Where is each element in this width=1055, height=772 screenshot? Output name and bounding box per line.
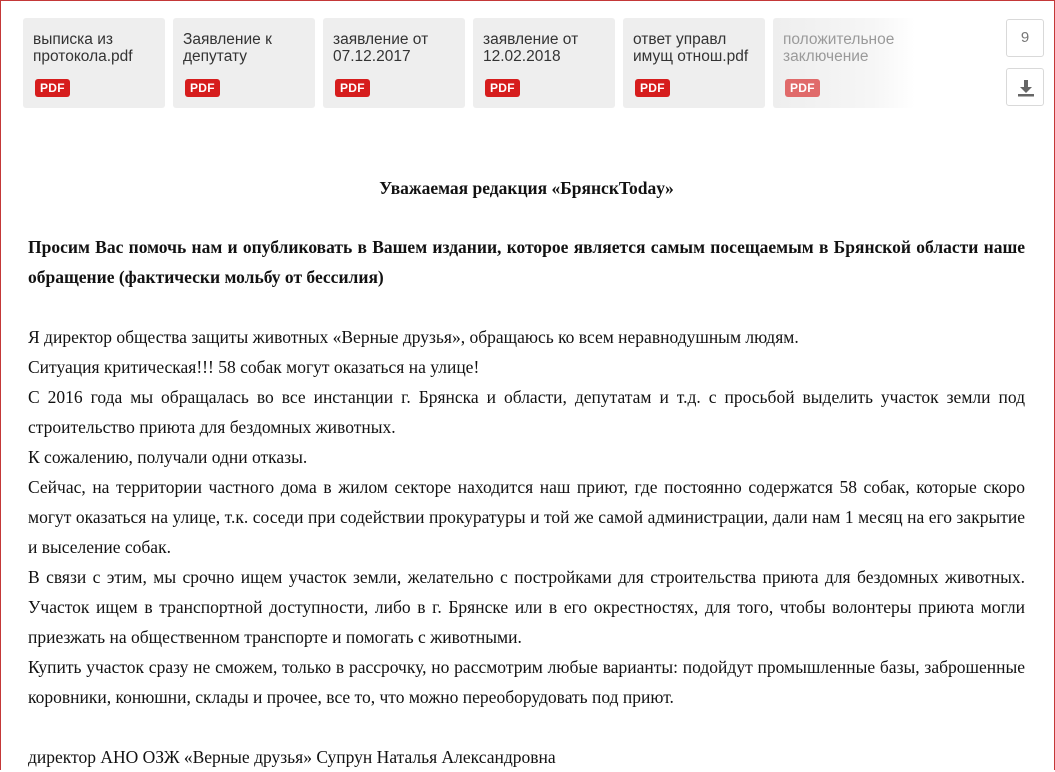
attachment-tile[interactable] [23, 18, 165, 108]
pdf-badge: PDF [485, 79, 520, 97]
letter-paragraph: Сейчас, на территории частного дома в жилом секторе находится наш приют, где постоянно содержатся 58 собак, которые скоро могут оказаться на улице, т.к. соседи при содействии прокуратуры и той же самой администрации, дали нам 1 месяц на его закрытие и выселение собак. [28, 477, 1025, 557]
attachment-tile[interactable] [323, 18, 465, 108]
letter-paragraph: В связи с этим, мы срочно ищем участок земли, желательно с постройками для строительства приюта для бездомных животных. Участок ищем в транспортной доступности, либо в г. Брянске или в его окрестностях, для того, чтобы волонтеры приюта могли приезжать на общественном транспорте и помогать с животными. [28, 567, 1025, 647]
download-icon [1016, 78, 1036, 98]
download-all-button[interactable] [1006, 68, 1044, 106]
attachment-name: Заявление к депутату [183, 31, 272, 65]
attachments-strip [23, 18, 923, 108]
attachment-name: ответ управл имущ отнош.pdf [633, 31, 749, 65]
attachment-tile[interactable] [173, 18, 315, 108]
attachment-name: заявление от 07.12.2017 [333, 31, 429, 65]
letter-paragraph: Купить участок сразу не сможем, только в рассрочку, но рассмотрим любые варианты: подойдут промышленные базы, заброшенные коровники, конюшни, склады и прочее, все то, что можно переоборудовать под приют. [28, 657, 1025, 707]
attachment-tile[interactable] [623, 18, 765, 108]
attachment-tile[interactable] [773, 18, 915, 108]
pdf-badge: PDF [185, 79, 220, 97]
letter-intro: Просим Вас помочь нам и опубликовать в Вашем издании, которое является самым посещаемым в Брянской области наше обращение (фактически мольбу от бессилия) [28, 237, 1025, 287]
attachment-name: выписка из протокола.pdf [33, 31, 133, 65]
attachments-count-button[interactable]: 9 [1006, 19, 1044, 57]
attachment-name: заявление от 12.02.2018 [483, 31, 579, 65]
letter-heading: Уважаемая редакция «БрянскToday» [379, 178, 674, 198]
pdf-badge: PDF [35, 79, 70, 97]
attachment-tile[interactable] [473, 18, 615, 108]
letter-paragraph: Ситуация критическая!!! 58 собак могут оказаться на улице! [28, 357, 480, 377]
pdf-badge: PDF [335, 79, 370, 97]
letter-paragraph: С 2016 года мы обращалась во все инстанции г. Брянска и области, депутатам и т.д. с просьбой выделить участок земли под строительство приюта для бездомных животных. [28, 387, 1025, 437]
letter-paragraph: Я директор общества защиты животных «Верные друзья», обращаюсь ко всем неравнодушным людям. [28, 327, 799, 347]
attachment-name: положительное заключение [783, 31, 895, 65]
letter-paragraphs [28, 322, 1025, 712]
letter-body [28, 173, 1025, 772]
letter-paragraph: К сожалению, получали одни отказы. [28, 447, 308, 467]
letter-signature: директор АНО ОЗЖ «Верные друзья» Супрун Наталья Александровна [28, 747, 556, 767]
pdf-badge: PDF [635, 79, 670, 97]
pdf-badge: PDF [785, 79, 820, 97]
